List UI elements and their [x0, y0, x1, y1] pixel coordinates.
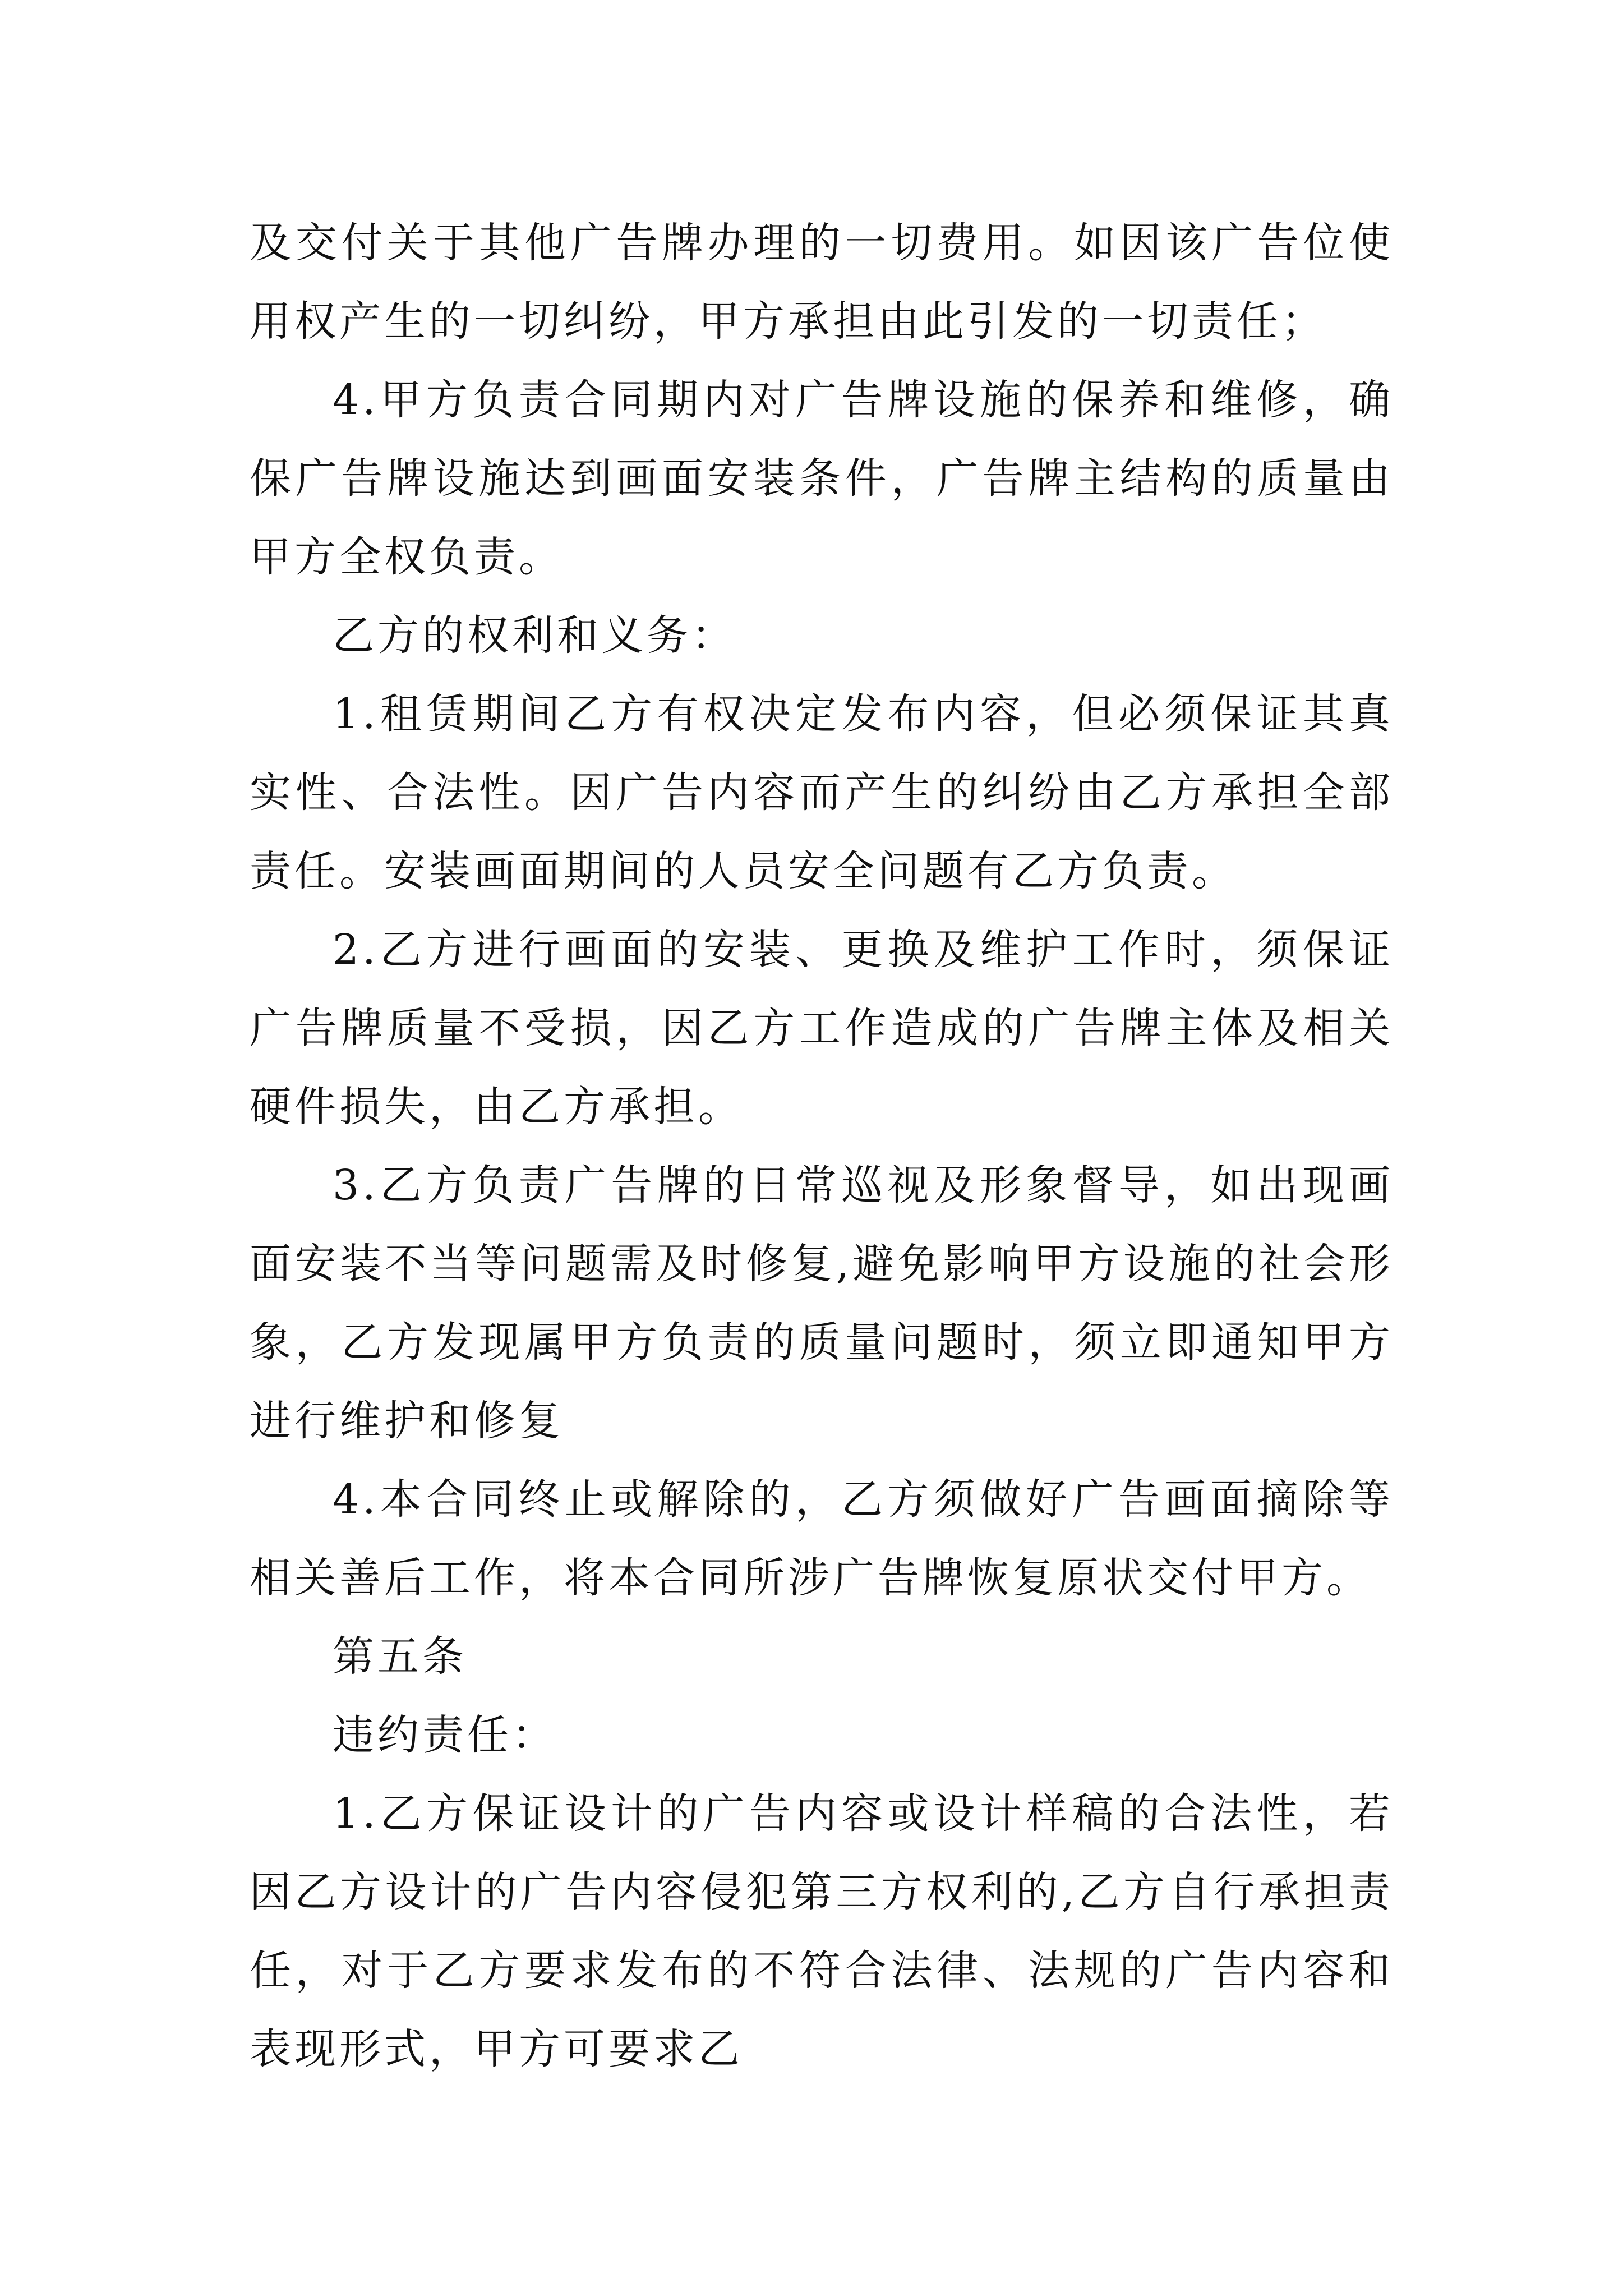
- document-body: [250, 204, 1394, 2088]
- paragraph-party-b-item-1: 1.租赁期间乙方有权决定发布内容，但必须保证其真实性、合法性。因广告内容而产生的纠纷由乙方承担全部责任。安装画面期间的人员安全问题有乙方负责。: [250, 690, 1394, 895]
- section-heading-party-b-rights: 乙方的权利和义务：: [333, 611, 736, 660]
- paragraph-continuation: 及交付关于其他广告牌办理的一切费用。如因该广告位使用权产生的一切纠纷，甲方承担由此引发的一切责任；: [250, 219, 1394, 346]
- paragraph-party-b-item-4: 4.本合同终止或解除的，乙方须做好广告画面摘除等相关善后工作，将本合同所涉广告牌恢复原状交付甲方。: [250, 1475, 1394, 1602]
- paragraph-party-b-item-3: 3.乙方负责广告牌的日常巡视及形象督导，如出现画面安装不当等问题需及时修复,避免影响甲方设施的社会形象，乙方发现属甲方负责的质量问题时，须立即通知甲方进行维护和修复: [250, 1161, 1394, 1445]
- paragraph-liability-item-1: 1.乙方保证设计的广告内容或设计样稿的合法性，若因乙方设计的广告内容侵犯第三方权利的,乙方自行承担责任，对于乙方要求发布的不符合法律、法规的广告内容和表现形式，甲方可要求乙: [250, 1789, 1394, 2073]
- paragraph-party-a-item-4: 4.甲方负责合同期内对广告牌设施的保养和维修，确保广告牌设施达到画面安装条件，广告牌主结构的质量由甲方全权负责。: [250, 376, 1394, 581]
- article-heading-five: 第五条: [333, 1632, 467, 1681]
- section-heading-liability: 违约责任：: [333, 1711, 557, 1759]
- paragraph-party-b-item-2: 2.乙方进行画面的安装、更换及维护工作时，须保证广告牌质量不受损，因乙方工作造成的广告牌主体及相关硬件损失，由乙方承担。: [250, 926, 1394, 1131]
